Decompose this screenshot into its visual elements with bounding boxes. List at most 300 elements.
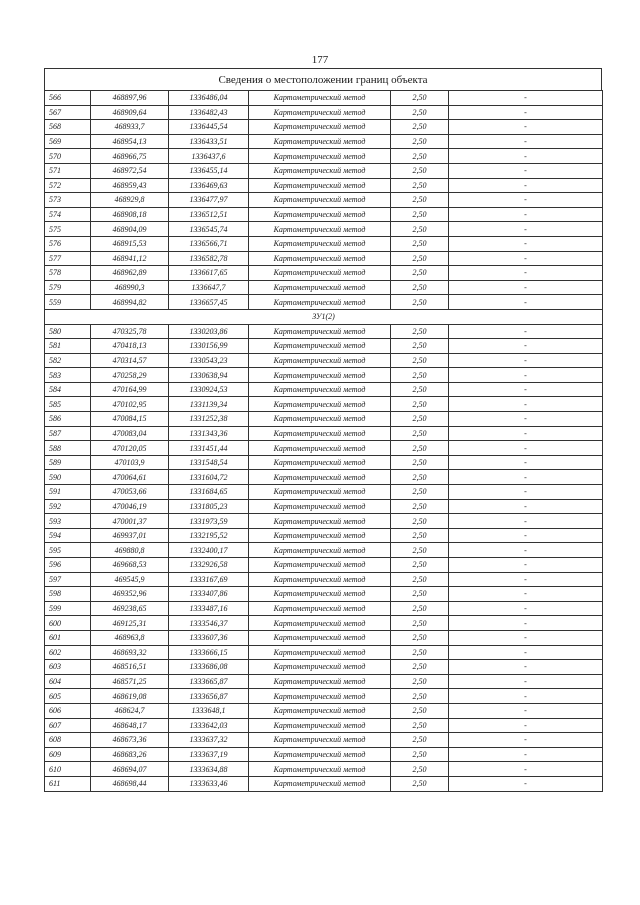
- x-coordinate: 469937,01: [91, 528, 169, 543]
- accuracy-cell: 2,50: [391, 616, 449, 631]
- point-number: 589: [45, 455, 91, 470]
- note-cell: -: [449, 266, 603, 281]
- x-coordinate: 469125,31: [91, 616, 169, 631]
- note-cell: -: [449, 601, 603, 616]
- point-number: 583: [45, 368, 91, 383]
- note-cell: -: [449, 441, 603, 456]
- table-row: [45, 514, 603, 529]
- accuracy-cell: 2,50: [391, 412, 449, 427]
- y-coordinate: 1331139,34: [169, 397, 249, 412]
- x-coordinate: 470102,95: [91, 397, 169, 412]
- point-number: 594: [45, 528, 91, 543]
- method-cell: Картометрический метод: [249, 514, 391, 529]
- point-number: 567: [45, 105, 91, 120]
- accuracy-cell: 2,50: [391, 441, 449, 456]
- note-cell: -: [449, 543, 603, 558]
- accuracy-cell: 2,50: [391, 747, 449, 762]
- point-number: 604: [45, 674, 91, 689]
- x-coordinate: 468959,43: [91, 178, 169, 193]
- method-cell: Картометрический метод: [249, 616, 391, 631]
- point-number: 607: [45, 718, 91, 733]
- method-cell: Картометрический метод: [249, 441, 391, 456]
- table-row: [45, 339, 603, 354]
- accuracy-cell: 2,50: [391, 353, 449, 368]
- method-cell: Картометрический метод: [249, 163, 391, 178]
- table-row: [45, 163, 603, 178]
- note-cell: -: [449, 251, 603, 266]
- note-cell: -: [449, 455, 603, 470]
- method-cell: Картометрический метод: [249, 295, 391, 310]
- accuracy-cell: 2,50: [391, 689, 449, 704]
- accuracy-cell: 2,50: [391, 134, 449, 149]
- point-number: 609: [45, 747, 91, 762]
- method-cell: Картометрический метод: [249, 236, 391, 251]
- x-coordinate: 468571,25: [91, 674, 169, 689]
- x-coordinate: 470314,57: [91, 353, 169, 368]
- page-number: 177: [311, 54, 329, 66]
- note-cell: -: [449, 689, 603, 704]
- y-coordinate: 1336433,51: [169, 134, 249, 149]
- y-coordinate: 1336582,78: [169, 251, 249, 266]
- note-cell: -: [449, 236, 603, 251]
- y-coordinate: 1333666,15: [169, 645, 249, 660]
- y-coordinate: 1336469,63: [169, 178, 249, 193]
- accuracy-cell: 2,50: [391, 368, 449, 383]
- method-cell: Картометрический метод: [249, 543, 391, 558]
- point-number: 600: [45, 616, 91, 631]
- x-coordinate: 468516,51: [91, 660, 169, 675]
- point-number: 585: [45, 397, 91, 412]
- note-cell: -: [449, 762, 603, 777]
- note-cell: -: [449, 222, 603, 237]
- y-coordinate: 1336657,45: [169, 295, 249, 310]
- y-coordinate: 1331973,59: [169, 514, 249, 529]
- method-cell: Картометрический метод: [249, 280, 391, 295]
- method-cell: Картометрический метод: [249, 178, 391, 193]
- x-coordinate: 468909,64: [91, 105, 169, 120]
- x-coordinate: 468673,36: [91, 733, 169, 748]
- y-coordinate: 1336477,97: [169, 193, 249, 208]
- accuracy-cell: 2,50: [391, 266, 449, 281]
- method-cell: Картометрический метод: [249, 324, 391, 339]
- note-cell: -: [449, 368, 603, 383]
- y-coordinate: 1336545,74: [169, 222, 249, 237]
- note-cell: -: [449, 280, 603, 295]
- x-coordinate: 468683,26: [91, 747, 169, 762]
- point-number: 592: [45, 499, 91, 514]
- point-number: 581: [45, 339, 91, 354]
- point-number: 578: [45, 266, 91, 281]
- point-number: 597: [45, 572, 91, 587]
- table-row: [45, 207, 603, 222]
- table-row: [45, 149, 603, 164]
- table-row: [45, 193, 603, 208]
- note-cell: -: [449, 514, 603, 529]
- accuracy-cell: 2,50: [391, 382, 449, 397]
- table-row: [45, 470, 603, 485]
- method-cell: Картометрический метод: [249, 222, 391, 237]
- y-coordinate: 1330203,86: [169, 324, 249, 339]
- table-row: [45, 645, 603, 660]
- method-cell: Картометрический метод: [249, 426, 391, 441]
- table-row: [45, 455, 603, 470]
- table-row: [45, 630, 603, 645]
- y-coordinate: 1333642,03: [169, 718, 249, 733]
- accuracy-cell: 2,50: [391, 630, 449, 645]
- accuracy-cell: 2,50: [391, 558, 449, 573]
- x-coordinate: 468941,12: [91, 251, 169, 266]
- accuracy-cell: 2,50: [391, 280, 449, 295]
- method-cell: Картометрический метод: [249, 630, 391, 645]
- accuracy-cell: 2,50: [391, 572, 449, 587]
- x-coordinate: 468648,17: [91, 718, 169, 733]
- accuracy-cell: 2,50: [391, 587, 449, 602]
- method-cell: Картометрический метод: [249, 382, 391, 397]
- accuracy-cell: 2,50: [391, 776, 449, 791]
- point-number: 605: [45, 689, 91, 704]
- method-cell: Картометрический метод: [249, 120, 391, 135]
- note-cell: -: [449, 324, 603, 339]
- y-coordinate: 1336647,7: [169, 280, 249, 295]
- y-coordinate: 1336437,6: [169, 149, 249, 164]
- table-row: [45, 382, 603, 397]
- y-coordinate: 1333648,1: [169, 703, 249, 718]
- x-coordinate: 468954,13: [91, 134, 169, 149]
- accuracy-cell: 2,50: [391, 733, 449, 748]
- accuracy-cell: 2,50: [391, 499, 449, 514]
- note-cell: -: [449, 207, 603, 222]
- point-number: 586: [45, 412, 91, 427]
- note-cell: -: [449, 470, 603, 485]
- method-cell: Картометрический метод: [249, 776, 391, 791]
- y-coordinate: 1331548,54: [169, 455, 249, 470]
- accuracy-cell: 2,50: [391, 251, 449, 266]
- method-cell: Картометрический метод: [249, 572, 391, 587]
- table-row: [45, 528, 603, 543]
- table-row: [45, 266, 603, 281]
- note-cell: -: [449, 149, 603, 164]
- note-cell: -: [449, 105, 603, 120]
- table-row: [45, 485, 603, 500]
- accuracy-cell: 2,50: [391, 105, 449, 120]
- method-cell: Картометрический метод: [249, 105, 391, 120]
- zone-row: [45, 309, 603, 324]
- x-coordinate: 468933,7: [91, 120, 169, 135]
- x-coordinate: 468619,08: [91, 689, 169, 704]
- y-coordinate: 1331805,23: [169, 499, 249, 514]
- y-coordinate: 1333686,08: [169, 660, 249, 675]
- table-row: [45, 280, 603, 295]
- accuracy-cell: 2,50: [391, 470, 449, 485]
- point-number: 587: [45, 426, 91, 441]
- x-coordinate: 470083,04: [91, 426, 169, 441]
- table-row: [45, 441, 603, 456]
- table-row: [45, 660, 603, 675]
- x-coordinate: 470064,61: [91, 470, 169, 485]
- x-coordinate: 470418,13: [91, 339, 169, 354]
- table-title: Сведения о местоположении границ объекта: [44, 68, 602, 90]
- point-number: 576: [45, 236, 91, 251]
- y-coordinate: 1333407,86: [169, 587, 249, 602]
- accuracy-cell: 2,50: [391, 543, 449, 558]
- method-cell: Картометрический метод: [249, 718, 391, 733]
- table-row: [45, 295, 603, 310]
- note-cell: -: [449, 528, 603, 543]
- y-coordinate: 1336482,43: [169, 105, 249, 120]
- accuracy-cell: 2,50: [391, 660, 449, 675]
- table-row: [45, 558, 603, 573]
- note-cell: -: [449, 616, 603, 631]
- y-coordinate: 1336617,65: [169, 266, 249, 281]
- point-number: 571: [45, 163, 91, 178]
- zone-label: ЗУ1(2): [45, 309, 603, 324]
- point-number: 591: [45, 485, 91, 500]
- table-row: [45, 324, 603, 339]
- method-cell: Картометрический метод: [249, 412, 391, 427]
- accuracy-cell: 2,50: [391, 178, 449, 193]
- point-number: 580: [45, 324, 91, 339]
- x-coordinate: 468693,32: [91, 645, 169, 660]
- y-coordinate: 1333656,87: [169, 689, 249, 704]
- table-row: [45, 368, 603, 383]
- point-number: 601: [45, 630, 91, 645]
- method-cell: Картометрический метод: [249, 91, 391, 106]
- accuracy-cell: 2,50: [391, 397, 449, 412]
- note-cell: -: [449, 747, 603, 762]
- table-row: [45, 703, 603, 718]
- x-coordinate: 468962,89: [91, 266, 169, 281]
- method-cell: Картометрический метод: [249, 353, 391, 368]
- y-coordinate: 1332400,17: [169, 543, 249, 558]
- y-coordinate: 1333487,16: [169, 601, 249, 616]
- accuracy-cell: 2,50: [391, 674, 449, 689]
- accuracy-cell: 2,50: [391, 455, 449, 470]
- note-cell: -: [449, 178, 603, 193]
- y-coordinate: 1333607,36: [169, 630, 249, 645]
- method-cell: Картометрический метод: [249, 193, 391, 208]
- table-row: [45, 747, 603, 762]
- x-coordinate: 468994,82: [91, 295, 169, 310]
- note-cell: -: [449, 426, 603, 441]
- accuracy-cell: 2,50: [391, 236, 449, 251]
- y-coordinate: 1332195,52: [169, 528, 249, 543]
- method-cell: Картометрический метод: [249, 689, 391, 704]
- table-row: [45, 762, 603, 777]
- method-cell: Картометрический метод: [249, 601, 391, 616]
- x-coordinate: 470258,29: [91, 368, 169, 383]
- note-cell: -: [449, 397, 603, 412]
- point-number: 582: [45, 353, 91, 368]
- accuracy-cell: 2,50: [391, 528, 449, 543]
- table-row: [45, 499, 603, 514]
- x-coordinate: 468972,54: [91, 163, 169, 178]
- accuracy-cell: 2,50: [391, 193, 449, 208]
- point-number: 603: [45, 660, 91, 675]
- x-coordinate: 468694,07: [91, 762, 169, 777]
- method-cell: Картометрический метод: [249, 733, 391, 748]
- note-cell: -: [449, 120, 603, 135]
- note-cell: -: [449, 412, 603, 427]
- table-row: [45, 601, 603, 616]
- y-coordinate: 1333665,87: [169, 674, 249, 689]
- method-cell: Картометрический метод: [249, 251, 391, 266]
- note-cell: -: [449, 587, 603, 602]
- method-cell: Картометрический метод: [249, 762, 391, 777]
- x-coordinate: 469352,96: [91, 587, 169, 602]
- note-cell: -: [449, 645, 603, 660]
- point-number: 593: [45, 514, 91, 529]
- point-number: 590: [45, 470, 91, 485]
- x-coordinate: 470084,15: [91, 412, 169, 427]
- accuracy-cell: 2,50: [391, 295, 449, 310]
- method-cell: Картометрический метод: [249, 339, 391, 354]
- x-coordinate: 470001,37: [91, 514, 169, 529]
- point-number: 602: [45, 645, 91, 660]
- coordinates-table-body: [45, 91, 603, 792]
- method-cell: Картометрический метод: [249, 397, 391, 412]
- x-coordinate: 470103,9: [91, 455, 169, 470]
- y-coordinate: 1330543,23: [169, 353, 249, 368]
- y-coordinate: 1333167,69: [169, 572, 249, 587]
- method-cell: Картометрический метод: [249, 703, 391, 718]
- method-cell: Картометрический метод: [249, 134, 391, 149]
- y-coordinate: 1333634,88: [169, 762, 249, 777]
- note-cell: -: [449, 572, 603, 587]
- y-coordinate: 1331252,38: [169, 412, 249, 427]
- note-cell: -: [449, 134, 603, 149]
- note-cell: -: [449, 499, 603, 514]
- accuracy-cell: 2,50: [391, 222, 449, 237]
- boundary-sheet: [44, 68, 602, 792]
- accuracy-cell: 2,50: [391, 718, 449, 733]
- y-coordinate: 1336512,51: [169, 207, 249, 222]
- table-row: [45, 91, 603, 106]
- method-cell: Картометрический метод: [249, 528, 391, 543]
- x-coordinate: 468990,3: [91, 280, 169, 295]
- table-row: [45, 236, 603, 251]
- y-coordinate: 1330924,53: [169, 382, 249, 397]
- x-coordinate: 469545,9: [91, 572, 169, 587]
- note-cell: -: [449, 295, 603, 310]
- y-coordinate: 1330156,99: [169, 339, 249, 354]
- accuracy-cell: 2,50: [391, 485, 449, 500]
- method-cell: Картометрический метод: [249, 674, 391, 689]
- table-row: [45, 689, 603, 704]
- table-row: [45, 120, 603, 135]
- y-coordinate: 1336455,14: [169, 163, 249, 178]
- method-cell: Картометрический метод: [249, 455, 391, 470]
- y-coordinate: 1333546,37: [169, 616, 249, 631]
- x-coordinate: 470046,19: [91, 499, 169, 514]
- point-number: 559: [45, 295, 91, 310]
- table-row: [45, 105, 603, 120]
- method-cell: Картометрический метод: [249, 368, 391, 383]
- table-row: [45, 572, 603, 587]
- method-cell: Картометрический метод: [249, 747, 391, 762]
- point-number: 573: [45, 193, 91, 208]
- table-row: [45, 733, 603, 748]
- x-coordinate: 468966,75: [91, 149, 169, 164]
- point-number: 570: [45, 149, 91, 164]
- accuracy-cell: 2,50: [391, 601, 449, 616]
- point-number: 575: [45, 222, 91, 237]
- point-number: 598: [45, 587, 91, 602]
- point-number: 595: [45, 543, 91, 558]
- x-coordinate: 468624,7: [91, 703, 169, 718]
- table-row: [45, 674, 603, 689]
- accuracy-cell: 2,50: [391, 207, 449, 222]
- point-number: 608: [45, 733, 91, 748]
- x-coordinate: 469238,65: [91, 601, 169, 616]
- y-coordinate: 1331604,72: [169, 470, 249, 485]
- point-number: 584: [45, 382, 91, 397]
- table-row: [45, 222, 603, 237]
- method-cell: Картометрический метод: [249, 149, 391, 164]
- x-coordinate: 468915,53: [91, 236, 169, 251]
- accuracy-cell: 2,50: [391, 163, 449, 178]
- method-cell: Картометрический метод: [249, 207, 391, 222]
- x-coordinate: 470053,66: [91, 485, 169, 500]
- y-coordinate: 1331684,65: [169, 485, 249, 500]
- note-cell: -: [449, 703, 603, 718]
- method-cell: Картометрический метод: [249, 558, 391, 573]
- x-coordinate: 469668,53: [91, 558, 169, 573]
- point-number: 610: [45, 762, 91, 777]
- point-number: 566: [45, 91, 91, 106]
- accuracy-cell: 2,50: [391, 645, 449, 660]
- point-number: 572: [45, 178, 91, 193]
- note-cell: -: [449, 382, 603, 397]
- accuracy-cell: 2,50: [391, 762, 449, 777]
- table-row: [45, 776, 603, 791]
- accuracy-cell: 2,50: [391, 514, 449, 529]
- point-number: 568: [45, 120, 91, 135]
- y-coordinate: 1333637,32: [169, 733, 249, 748]
- x-coordinate: 469880,8: [91, 543, 169, 558]
- table-row: [45, 543, 603, 558]
- y-coordinate: 1333633,46: [169, 776, 249, 791]
- note-cell: -: [449, 630, 603, 645]
- note-cell: -: [449, 91, 603, 106]
- table-row: [45, 616, 603, 631]
- table-row: [45, 178, 603, 193]
- method-cell: Картометрический метод: [249, 587, 391, 602]
- y-coordinate: 1331451,44: [169, 441, 249, 456]
- point-number: 588: [45, 441, 91, 456]
- note-cell: -: [449, 674, 603, 689]
- y-coordinate: 1336566,71: [169, 236, 249, 251]
- point-number: 596: [45, 558, 91, 573]
- point-number: 574: [45, 207, 91, 222]
- note-cell: -: [449, 193, 603, 208]
- note-cell: -: [449, 353, 603, 368]
- method-cell: Картометрический метод: [249, 266, 391, 281]
- y-coordinate: 1336445,54: [169, 120, 249, 135]
- point-number: 579: [45, 280, 91, 295]
- accuracy-cell: 2,50: [391, 120, 449, 135]
- accuracy-cell: 2,50: [391, 703, 449, 718]
- note-cell: -: [449, 163, 603, 178]
- x-coordinate: 470164,99: [91, 382, 169, 397]
- x-coordinate: 468963,8: [91, 630, 169, 645]
- note-cell: -: [449, 718, 603, 733]
- accuracy-cell: 2,50: [391, 149, 449, 164]
- method-cell: Картометрический метод: [249, 499, 391, 514]
- accuracy-cell: 2,50: [391, 339, 449, 354]
- method-cell: Картометрический метод: [249, 660, 391, 675]
- x-coordinate: 470325,78: [91, 324, 169, 339]
- note-cell: -: [449, 339, 603, 354]
